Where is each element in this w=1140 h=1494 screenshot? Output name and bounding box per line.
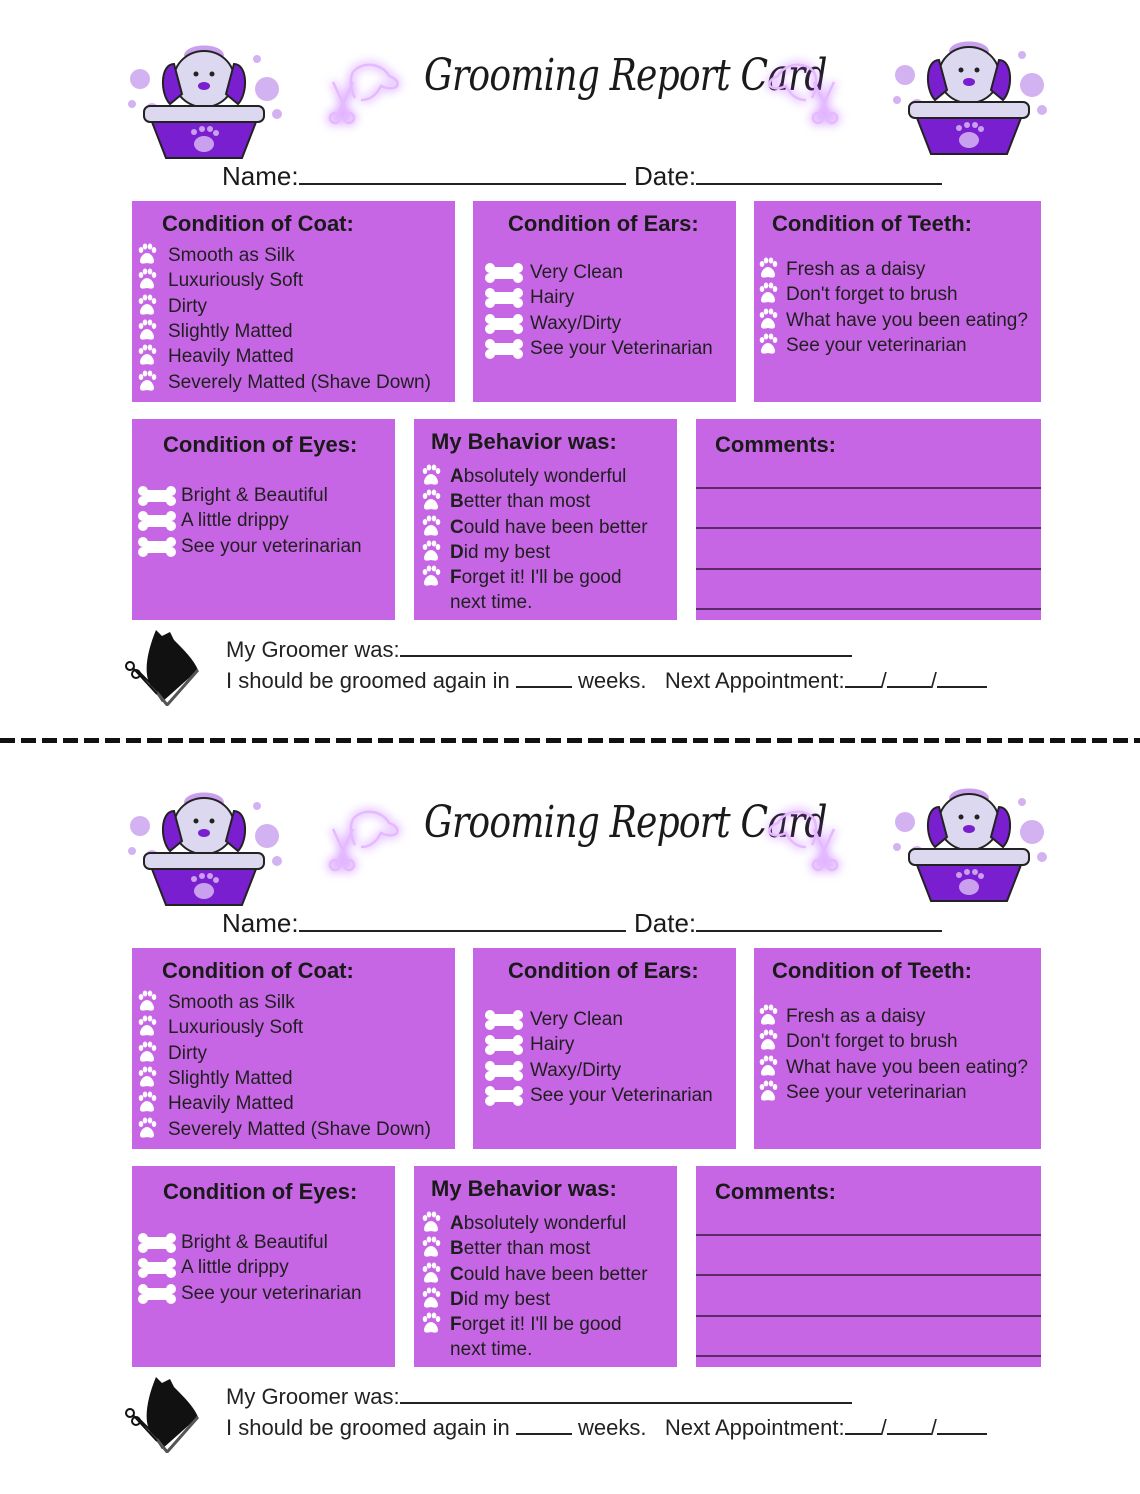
card-title: Grooming Report Card bbox=[424, 797, 827, 848]
behavior-initial: B bbox=[450, 1238, 464, 1260]
paw-icon bbox=[420, 489, 442, 516]
eyes-box bbox=[132, 419, 395, 620]
paw-icon bbox=[757, 257, 779, 284]
ears-heading: Condition of Ears: bbox=[508, 211, 699, 236]
groomed-again-label: I should be groomed again in bbox=[226, 668, 510, 693]
paw-icon bbox=[136, 319, 158, 346]
behavior-text: etter than most bbox=[463, 491, 591, 513]
bone-icon bbox=[485, 1061, 523, 1086]
ears-option[interactable]: Very Clean bbox=[530, 262, 623, 283]
coat-option[interactable]: Severely Matted (Shave Down) bbox=[168, 1118, 431, 1140]
ears-heading: Condition of Ears: bbox=[508, 958, 699, 983]
comment-line[interactable] bbox=[696, 1315, 1041, 1317]
behavior-text: orget it! I'll be good bbox=[461, 1314, 622, 1336]
behavior-option[interactable] bbox=[450, 1289, 550, 1311]
appointment-day[interactable] bbox=[887, 668, 931, 688]
bone-icon bbox=[138, 511, 176, 536]
teeth-option[interactable]: Don't forget to brush bbox=[786, 1031, 958, 1053]
appointment-year[interactable] bbox=[937, 1415, 987, 1435]
bone-icon bbox=[485, 1086, 523, 1111]
paw-icon bbox=[757, 333, 779, 360]
paw-icon bbox=[420, 1287, 442, 1314]
dog-scissors-neon-icon bbox=[323, 799, 403, 884]
paw-icon bbox=[420, 1262, 442, 1289]
paw-icon bbox=[420, 464, 442, 491]
paw-icon bbox=[136, 1015, 158, 1042]
weeks-input[interactable] bbox=[516, 1415, 572, 1435]
teeth-option[interactable]: See your veterinarian bbox=[786, 1081, 967, 1103]
bone-icon bbox=[138, 486, 176, 511]
bone-icon bbox=[138, 537, 176, 562]
groomer-silhouette-icon bbox=[122, 1371, 212, 1458]
teeth-option[interactable]: See your veterinarian bbox=[786, 334, 967, 356]
dog-bath-logo-left bbox=[122, 781, 287, 916]
paw-icon bbox=[420, 515, 442, 542]
behavior-initial: A bbox=[450, 1213, 464, 1234]
behavior-option[interactable] bbox=[450, 1314, 622, 1336]
behavior-initial: C bbox=[450, 516, 464, 538]
eyes-option[interactable]: Bright & Beautiful bbox=[181, 1232, 328, 1253]
behavior-continuation: next time. bbox=[450, 1339, 533, 1360]
coat-option[interactable]: Severely Matted (Shave Down) bbox=[168, 371, 431, 393]
dog-bath-logo-right bbox=[887, 777, 1052, 912]
date-field[interactable] bbox=[634, 908, 942, 939]
paw-icon bbox=[136, 268, 158, 295]
coat-box bbox=[132, 201, 455, 402]
behavior-initial: F bbox=[450, 567, 462, 589]
coat-heading: Condition of Coat: bbox=[162, 958, 354, 983]
comment-line[interactable] bbox=[696, 1355, 1041, 1357]
bone-icon bbox=[138, 1284, 176, 1309]
bone-icon bbox=[138, 1258, 176, 1283]
weeks-label: weeks. bbox=[578, 1415, 647, 1440]
teeth-option[interactable]: What have you been eating? bbox=[786, 1056, 1028, 1078]
comment-line[interactable] bbox=[696, 568, 1041, 570]
eyes-box bbox=[132, 1166, 395, 1367]
report-card bbox=[0, 747, 1140, 1494]
eyes-option[interactable]: See your veterinarian bbox=[181, 1282, 362, 1304]
weeks-label: weeks. bbox=[578, 668, 647, 693]
card-title: Grooming Report Card bbox=[424, 50, 827, 101]
ears-option[interactable]: Hairy bbox=[530, 287, 575, 309]
groomer-silhouette-icon bbox=[122, 624, 212, 711]
paw-icon bbox=[757, 1029, 779, 1056]
eyes-option[interactable]: See your veterinarian bbox=[181, 535, 362, 557]
behavior-option[interactable] bbox=[450, 1238, 590, 1260]
teeth-option[interactable]: What have you been eating? bbox=[786, 309, 1028, 331]
behavior-initial: F bbox=[450, 1314, 462, 1336]
paw-icon bbox=[420, 1211, 442, 1238]
coat-option[interactable]: Slightly Matted bbox=[168, 320, 293, 342]
coat-option[interactable]: Slightly Matted bbox=[168, 1067, 293, 1089]
dog-scissors-neon-icon bbox=[323, 52, 403, 137]
coat-option[interactable]: Smooth as Silk bbox=[168, 992, 295, 1013]
behavior-heading: My Behavior was: bbox=[431, 1176, 617, 1201]
ears-option[interactable]: Waxy/Dirty bbox=[530, 1059, 622, 1081]
paw-icon bbox=[136, 1117, 158, 1144]
behavior-text: id my best bbox=[463, 1288, 551, 1310]
comment-line[interactable] bbox=[696, 527, 1041, 529]
groomer-label: My Groomer was: bbox=[226, 637, 400, 662]
comments-heading: Comments: bbox=[715, 432, 837, 457]
paw-icon bbox=[136, 1066, 158, 1093]
ears-option[interactable]: Hairy bbox=[530, 1034, 575, 1056]
teeth-option[interactable]: Fresh as a daisy bbox=[786, 1006, 926, 1027]
next-appointment-label: Next Appointment: bbox=[664, 668, 845, 693]
schedule-line: I should be groomed again in weeks. Next Appointment: / / bbox=[226, 1415, 987, 1441]
coat-option[interactable]: Heavily Matted bbox=[168, 346, 294, 368]
dog-scissors-neon-icon bbox=[764, 799, 844, 884]
behavior-text: ould have been better bbox=[463, 516, 648, 538]
paw-icon bbox=[136, 990, 158, 1017]
paw-icon bbox=[757, 1055, 779, 1082]
comment-line[interactable] bbox=[696, 1234, 1041, 1236]
schedule-line: I should be groomed again in weeks. Next Appointment: / / bbox=[226, 668, 987, 694]
teeth-box bbox=[754, 948, 1041, 1149]
weeks-input[interactable] bbox=[516, 668, 572, 688]
appointment-month[interactable] bbox=[845, 1415, 881, 1435]
cut-line-divider bbox=[0, 738, 1140, 743]
eyes-option[interactable]: A little drippy bbox=[181, 1257, 289, 1279]
behavior-box bbox=[414, 419, 677, 620]
behavior-option[interactable] bbox=[450, 491, 590, 513]
coat-option[interactable]: Luxuriously Soft bbox=[168, 1017, 304, 1039]
eyes-heading: Condition of Eyes: bbox=[163, 1179, 358, 1204]
teeth-option[interactable]: Fresh as a daisy bbox=[786, 259, 926, 280]
paw-icon bbox=[420, 565, 442, 592]
coat-option[interactable]: Heavily Matted bbox=[168, 1093, 294, 1115]
next-appointment-label: Next Appointment: bbox=[664, 1415, 845, 1440]
behavior-option[interactable] bbox=[450, 567, 622, 589]
behavior-text: orget it! I'll be good bbox=[461, 567, 622, 589]
eyes-option[interactable]: Bright & Beautiful bbox=[181, 485, 328, 506]
bone-icon bbox=[485, 314, 523, 339]
bone-icon bbox=[485, 288, 523, 313]
date-field[interactable] bbox=[634, 161, 942, 192]
eyes-option[interactable]: A little drippy bbox=[181, 510, 289, 532]
paw-icon bbox=[757, 1004, 779, 1031]
appointment-month[interactable] bbox=[845, 668, 881, 688]
comment-line[interactable] bbox=[696, 487, 1041, 489]
comments-heading: Comments: bbox=[715, 1179, 837, 1204]
paw-icon bbox=[136, 370, 158, 397]
behavior-text: bsolutely wonderful bbox=[463, 1213, 627, 1234]
groomed-again-label: I should be groomed again in bbox=[226, 1415, 510, 1440]
behavior-heading: My Behavior was: bbox=[431, 429, 617, 454]
behavior-box bbox=[414, 1166, 677, 1367]
behavior-text: bsolutely wonderful bbox=[463, 466, 627, 487]
coat-heading: Condition of Coat: bbox=[162, 211, 354, 236]
behavior-initial: D bbox=[450, 541, 464, 563]
behavior-option[interactable] bbox=[450, 466, 626, 488]
bone-icon bbox=[485, 263, 523, 288]
behavior-text: etter than most bbox=[463, 1238, 591, 1260]
paw-icon bbox=[757, 308, 779, 335]
ears-option[interactable]: Waxy/Dirty bbox=[530, 312, 622, 334]
date-label: Date: bbox=[634, 908, 697, 938]
paw-icon bbox=[136, 1041, 158, 1068]
name-field[interactable] bbox=[222, 908, 626, 939]
appointment-day[interactable] bbox=[887, 1415, 931, 1435]
ears-option[interactable]: See your Veterinarian bbox=[530, 1084, 713, 1106]
paw-icon bbox=[757, 282, 779, 309]
paw-icon bbox=[757, 1080, 779, 1107]
behavior-option[interactable] bbox=[450, 1264, 648, 1286]
coat-option[interactable]: Smooth as Silk bbox=[168, 245, 295, 266]
appointment-year[interactable] bbox=[937, 668, 987, 688]
groomer-field[interactable] bbox=[226, 637, 852, 663]
comments-box bbox=[696, 1166, 1041, 1367]
coat-option[interactable]: Dirty bbox=[168, 295, 208, 317]
paw-icon bbox=[420, 540, 442, 567]
paw-icon bbox=[420, 1236, 442, 1263]
name-label: Name: bbox=[222, 161, 299, 191]
dog-bath-logo-left bbox=[122, 34, 287, 169]
paw-icon bbox=[136, 294, 158, 321]
teeth-heading: Condition of Teeth: bbox=[772, 958, 972, 983]
paw-icon bbox=[420, 1312, 442, 1339]
eyes-heading: Condition of Eyes: bbox=[163, 432, 358, 457]
bone-icon bbox=[485, 1010, 523, 1035]
bone-icon bbox=[138, 1233, 176, 1258]
comment-line[interactable] bbox=[696, 1274, 1041, 1276]
groomer-field[interactable] bbox=[226, 1384, 852, 1410]
ears-box bbox=[473, 201, 736, 402]
teeth-box bbox=[754, 201, 1041, 402]
ears-option[interactable]: See your Veterinarian bbox=[530, 337, 713, 359]
behavior-text: id my best bbox=[463, 541, 551, 563]
coat-option[interactable]: Luxuriously Soft bbox=[168, 270, 304, 292]
coat-box bbox=[132, 948, 455, 1149]
paw-icon bbox=[136, 243, 158, 270]
behavior-option[interactable] bbox=[450, 517, 648, 539]
name-label: Name: bbox=[222, 908, 299, 938]
dog-bath-logo-right bbox=[887, 30, 1052, 165]
dog-scissors-neon-icon bbox=[764, 52, 844, 137]
paw-icon bbox=[136, 1091, 158, 1118]
bone-icon bbox=[485, 1035, 523, 1060]
paw-icon bbox=[136, 344, 158, 371]
date-label: Date: bbox=[634, 161, 697, 191]
teeth-heading: Condition of Teeth: bbox=[772, 211, 972, 236]
behavior-initial: C bbox=[450, 1263, 464, 1285]
behavior-initial: B bbox=[450, 491, 464, 513]
groomer-label: My Groomer was: bbox=[226, 1384, 400, 1409]
behavior-initial: A bbox=[450, 466, 464, 487]
bone-icon bbox=[485, 339, 523, 364]
name-field[interactable] bbox=[222, 161, 626, 192]
behavior-option[interactable] bbox=[450, 542, 550, 564]
coat-option[interactable]: Dirty bbox=[168, 1042, 208, 1064]
ears-box bbox=[473, 948, 736, 1149]
teeth-option[interactable]: Don't forget to brush bbox=[786, 284, 958, 306]
behavior-option[interactable] bbox=[450, 1213, 626, 1235]
comments-box bbox=[696, 419, 1041, 620]
comment-line[interactable] bbox=[696, 608, 1041, 610]
ears-option[interactable]: Very Clean bbox=[530, 1009, 623, 1030]
behavior-initial: D bbox=[450, 1288, 464, 1310]
behavior-text: ould have been better bbox=[463, 1263, 648, 1285]
behavior-continuation: next time. bbox=[450, 592, 533, 613]
